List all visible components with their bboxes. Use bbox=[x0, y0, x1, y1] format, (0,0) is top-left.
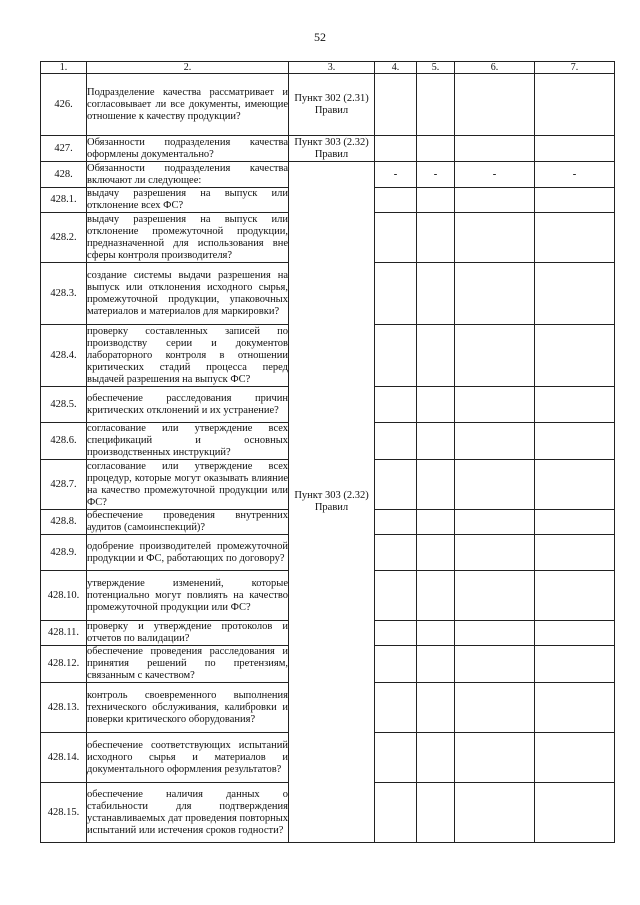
column-header: 1. bbox=[41, 62, 87, 74]
answer-cell bbox=[375, 387, 417, 423]
row-number: 428.8. bbox=[41, 510, 87, 535]
row-number: 428.11. bbox=[41, 621, 87, 646]
answer-cell bbox=[417, 460, 455, 510]
answer-cell bbox=[417, 387, 455, 423]
answer-cell bbox=[417, 213, 455, 263]
row-number: 427. bbox=[41, 136, 87, 162]
answer-cell bbox=[455, 136, 535, 162]
answer-cell bbox=[375, 188, 417, 213]
row-number: 428.1. bbox=[41, 188, 87, 213]
answer-cell bbox=[455, 535, 535, 571]
column-header: 6. bbox=[455, 62, 535, 74]
answer-cell bbox=[417, 783, 455, 843]
answer-cell bbox=[535, 136, 615, 162]
answer-cell bbox=[535, 621, 615, 646]
answer-cell bbox=[417, 74, 455, 136]
answer-cell bbox=[417, 423, 455, 460]
question-text: утверждение изменений, которые потенциально могут повлиять на качество промежуточной продукции или ФС? bbox=[87, 571, 289, 621]
answer-cell bbox=[375, 263, 417, 325]
question-text: одобрение производителей промежуточной продукции и ФС, работающих по договору? bbox=[87, 535, 289, 571]
answer-cell bbox=[375, 783, 417, 843]
answer-cell bbox=[455, 571, 535, 621]
answer-cell bbox=[455, 74, 535, 136]
answer-cell bbox=[535, 188, 615, 213]
question-text: проверку и утверждение протоколов и отчетов по валидации? bbox=[87, 621, 288, 644]
answer-cell bbox=[535, 683, 615, 733]
question-text: согласование или утверждение всех процедур, которые могут оказывать влияние на качество промежуточной продукции или ФС? bbox=[87, 460, 288, 508]
question-text: контроль своевременного выполнения технического обслуживания, калибровки и поверки критического оборудования? bbox=[87, 683, 289, 733]
answer-cell: - bbox=[375, 162, 417, 188]
table-row bbox=[41, 74, 615, 136]
row-number: 428.4. bbox=[41, 325, 87, 387]
column-header: 2. bbox=[87, 62, 289, 74]
question-text: проверку составленных записей по производству серии и документов лабораторного контроля в отношении критических стадий процесса перед выдачей разрешения на выпуск ФС? bbox=[87, 325, 288, 385]
answer-cell bbox=[417, 683, 455, 733]
question-text: обеспечение проведения внутренних аудитов (самоинспекций)? bbox=[87, 510, 288, 533]
answer-cell bbox=[455, 683, 535, 733]
answer-cell bbox=[455, 325, 535, 387]
question-text: выдачу разрешения на выпуск или отклонение промежуточной продукции, предназначенной для использования вне сферы контроля производителя? bbox=[87, 213, 288, 261]
answer-cell bbox=[417, 510, 455, 535]
row-number: 428.12. bbox=[41, 646, 87, 683]
answer-cell bbox=[417, 263, 455, 325]
question-text: согласование или утверждение всех спецификаций и основных производственных инструкций? bbox=[87, 423, 288, 458]
answer-cell bbox=[375, 325, 417, 387]
question-text: Обязанности подразделения качества оформлены документально? bbox=[87, 136, 288, 160]
answer-cell bbox=[417, 733, 455, 783]
answer-cell bbox=[375, 213, 417, 263]
answer-cell bbox=[417, 646, 455, 683]
question-text: выдачу разрешения на выпуск или отклонение всех ФС? bbox=[87, 188, 288, 211]
answer-cell bbox=[455, 510, 535, 535]
column-header: 4. bbox=[375, 62, 417, 74]
row-number: 428. bbox=[41, 162, 87, 188]
answer-cell bbox=[375, 535, 417, 571]
answer-cell bbox=[417, 188, 455, 213]
answer-cell bbox=[535, 646, 615, 683]
answer-cell bbox=[535, 74, 615, 136]
answer-cell bbox=[375, 74, 417, 136]
question-text: создание системы выдачи разрешения на выпуск или отклонения исходного сырья, промежуточной продукции, упаковочных материалов и материалов для маркировки? bbox=[87, 263, 289, 325]
answer-cell bbox=[455, 423, 535, 460]
checklist-table bbox=[40, 61, 615, 843]
answer-cell bbox=[375, 646, 417, 683]
answer-cell bbox=[375, 733, 417, 783]
answer-cell bbox=[535, 783, 615, 843]
answer-cell bbox=[455, 783, 535, 843]
answer-cell bbox=[455, 263, 535, 325]
answer-cell bbox=[417, 325, 455, 387]
answer-cell bbox=[455, 460, 535, 510]
row-number: 428.3. bbox=[41, 263, 87, 325]
column-header: 7. bbox=[535, 62, 615, 74]
row-number: 428.2. bbox=[41, 213, 87, 263]
answer-cell bbox=[417, 136, 455, 162]
answer-cell bbox=[535, 263, 615, 325]
row-number: 428.14. bbox=[41, 733, 87, 783]
question-text: обеспечение проведения расследования и принятия решений по претензиям, связанным с качеством? bbox=[87, 646, 288, 681]
row-number: 428.13. bbox=[41, 683, 87, 733]
answer-cell: - bbox=[417, 162, 455, 188]
answer-cell bbox=[535, 535, 615, 571]
answer-cell bbox=[455, 213, 535, 263]
row-number: 426. bbox=[41, 74, 87, 136]
answer-cell bbox=[375, 510, 417, 535]
answer-cell bbox=[375, 423, 417, 460]
question-text: обеспечение расследования причин критических отклонений и их устранение? bbox=[87, 387, 289, 423]
answer-cell bbox=[455, 621, 535, 646]
answer-cell: - bbox=[535, 162, 615, 188]
column-header: 3. bbox=[289, 62, 375, 74]
answer-cell bbox=[455, 188, 535, 213]
answer-cell bbox=[417, 571, 455, 621]
question-text: Подразделение качества рассматривает и согласовывает ли все документы, имеющие отношение к качеству продукции? bbox=[87, 74, 289, 136]
answer-cell bbox=[455, 646, 535, 683]
answer-cell bbox=[535, 510, 615, 535]
answer-cell bbox=[375, 683, 417, 733]
answer-cell bbox=[535, 571, 615, 621]
table-row bbox=[41, 136, 615, 162]
answer-cell bbox=[375, 621, 417, 646]
answer-cell bbox=[535, 325, 615, 387]
answer-cell bbox=[535, 460, 615, 510]
row-number: 428.9. bbox=[41, 535, 87, 571]
table-row bbox=[41, 162, 615, 188]
row-number: 428.5. bbox=[41, 387, 87, 423]
reference-cell-merged: Пункт 303 (2.32) Правил bbox=[289, 162, 375, 843]
row-number: 428.15. bbox=[41, 783, 87, 843]
row-number: 428.7. bbox=[41, 460, 87, 510]
reference-cell: Пункт 302 (2.31) Правил bbox=[289, 74, 375, 136]
answer-cell bbox=[535, 387, 615, 423]
reference-cell: Пункт 303 (2.32) Правил bbox=[289, 136, 375, 162]
row-number: 428.6. bbox=[41, 423, 87, 460]
answer-cell bbox=[417, 535, 455, 571]
column-header: 5. bbox=[417, 62, 455, 74]
answer-cell bbox=[455, 387, 535, 423]
answer-cell: - bbox=[455, 162, 535, 188]
page-number: 52 bbox=[314, 30, 326, 44]
answer-cell bbox=[417, 621, 455, 646]
question-text: обеспечение наличия данных о стабильности для подтверждения устанавливаемых дат проведения повторных испытаний или истечения сроков годности? bbox=[87, 783, 289, 843]
answer-cell bbox=[455, 733, 535, 783]
answer-cell bbox=[375, 460, 417, 510]
answer-cell bbox=[535, 213, 615, 263]
question-text: обеспечение соответствующих испытаний исходного сырья и материалов и документального оформления результатов? bbox=[87, 733, 289, 783]
question-text: Обязанности подразделения качества включают ли следующее: bbox=[87, 162, 288, 186]
answer-cell bbox=[535, 733, 615, 783]
answer-cell bbox=[375, 571, 417, 621]
answer-cell bbox=[535, 423, 615, 460]
answer-cell bbox=[375, 136, 417, 162]
row-number: 428.10. bbox=[41, 571, 87, 621]
header-row bbox=[41, 62, 615, 74]
